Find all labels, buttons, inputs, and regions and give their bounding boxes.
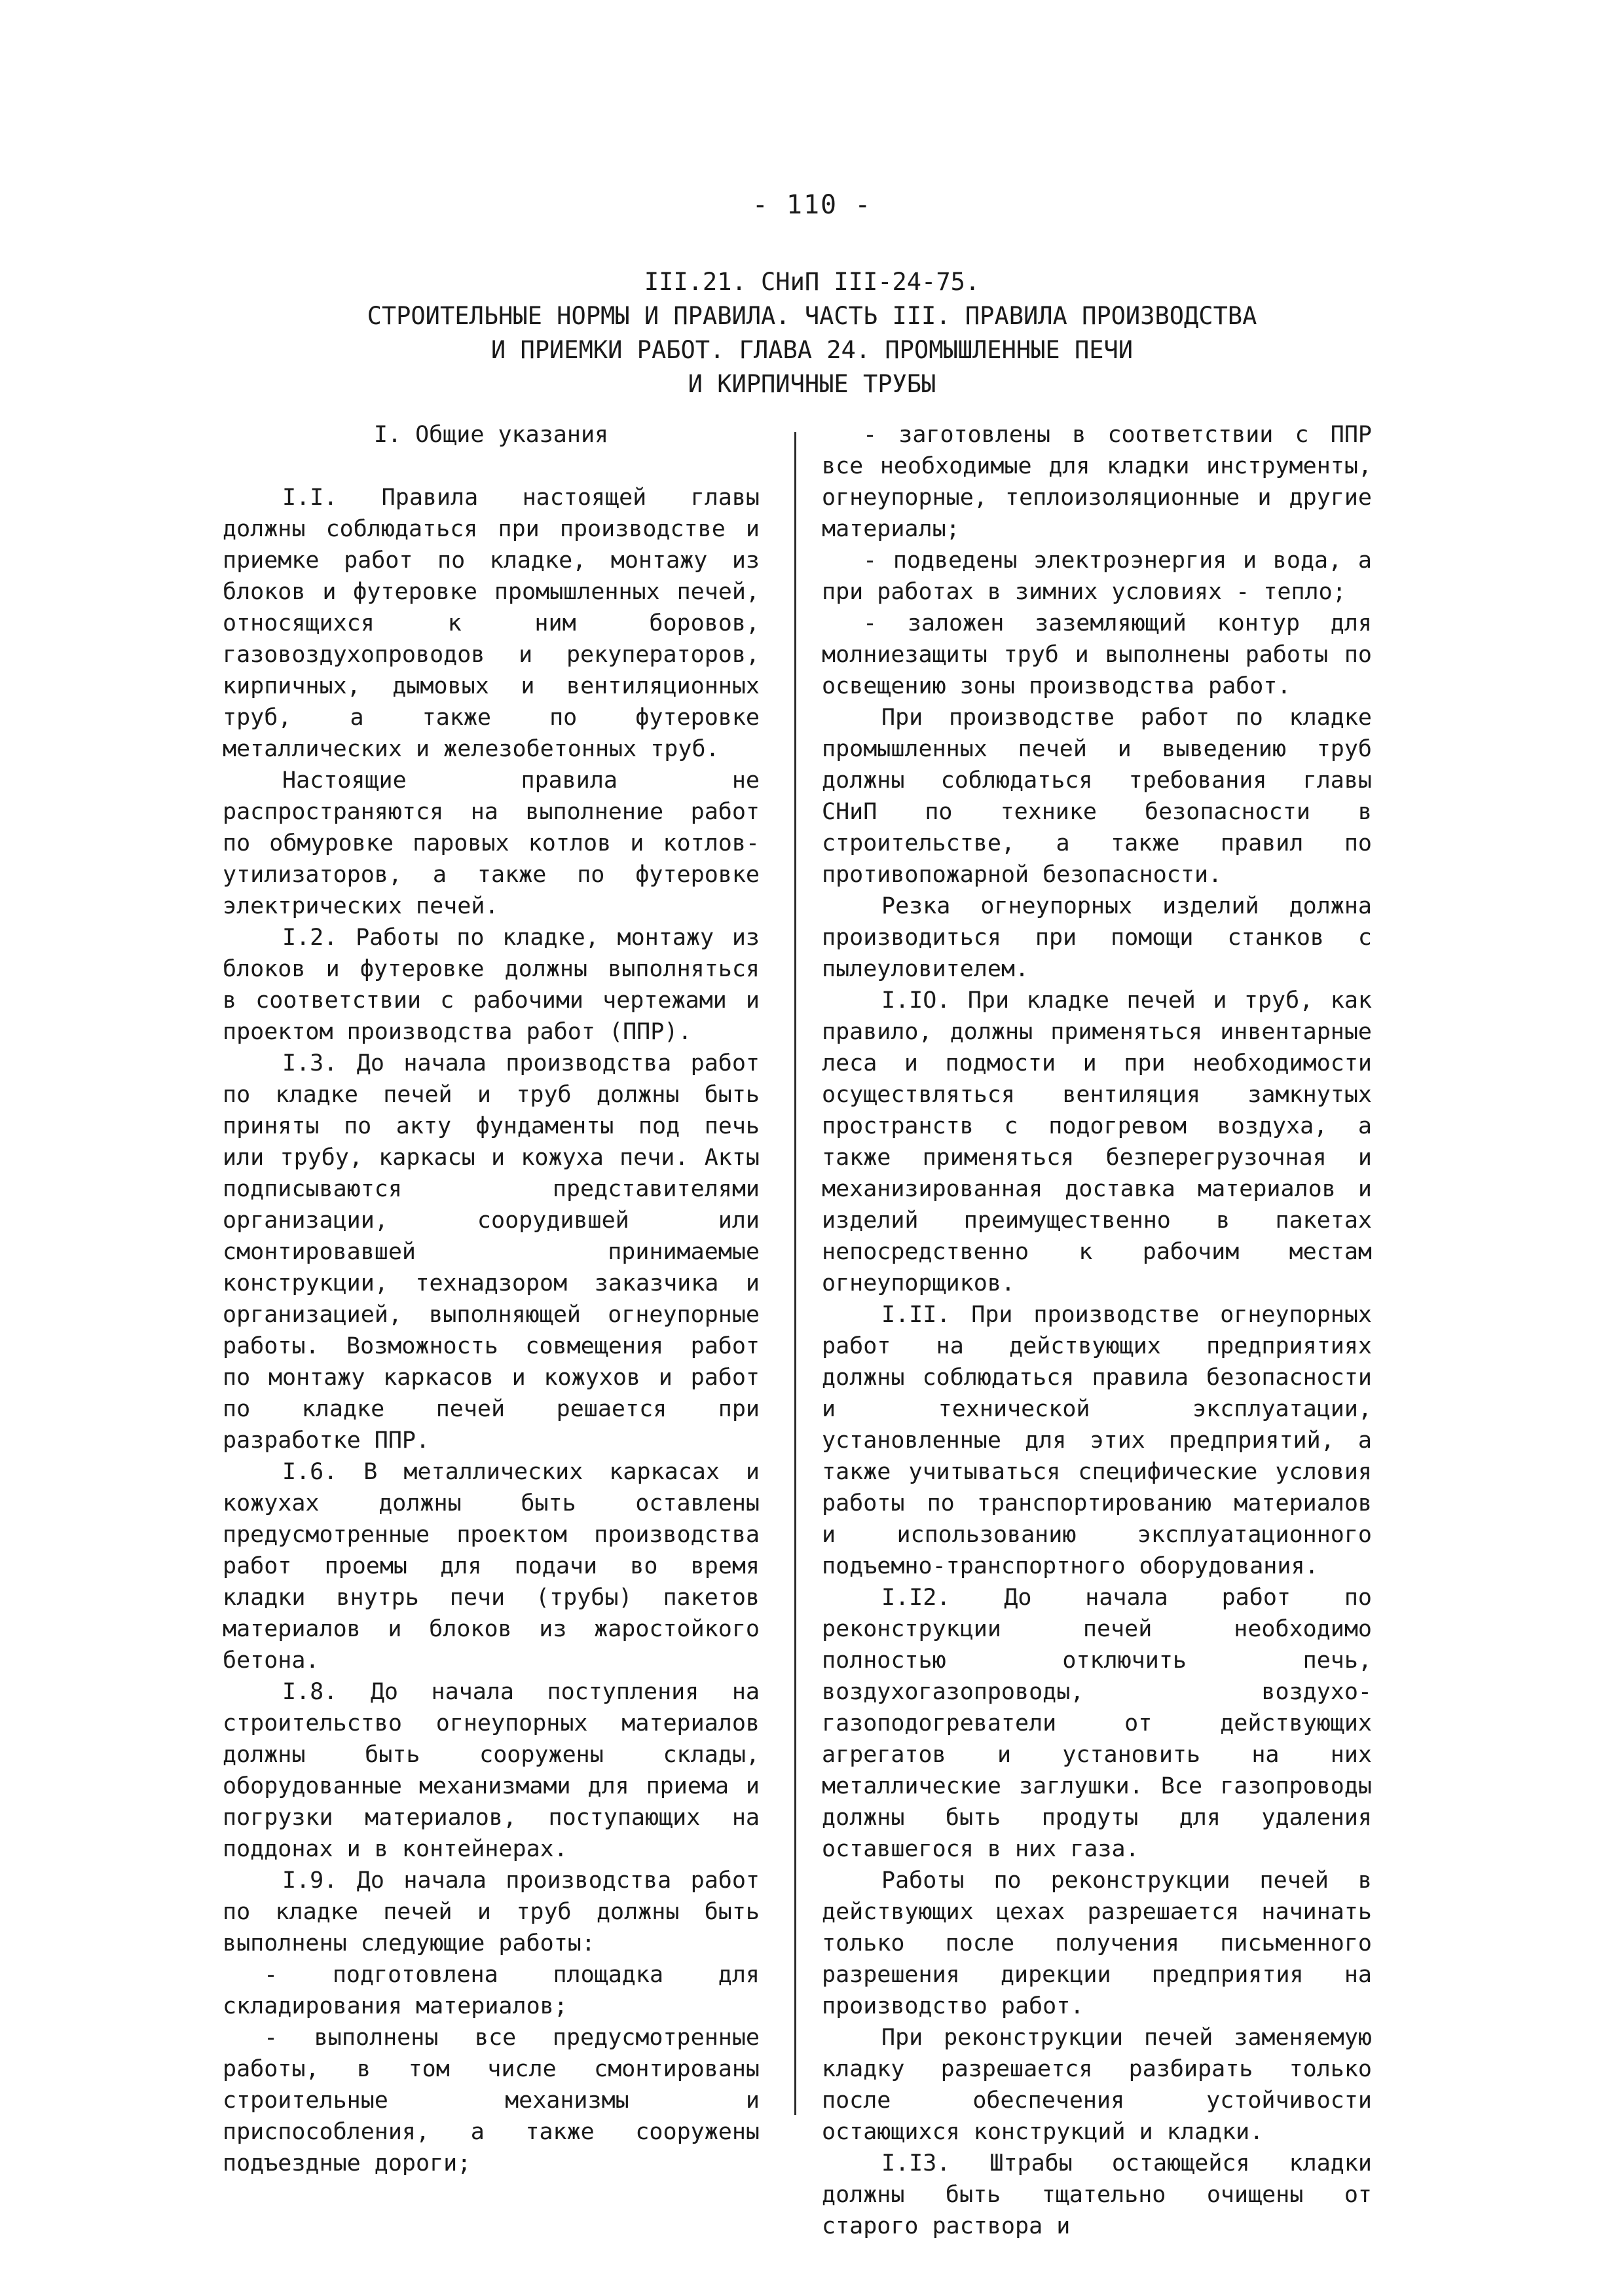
paragraph-1-8: I.8. До начала поступления на строительство огнеупорных материалов должны быть сооружены склады, оборудованные механизмами для приема и погрузки материалов, поступающих на поддонах и в контейнерах. <box>223 1679 760 1862</box>
section-title: I. Общие указания <box>373 422 609 448</box>
header-title-line-2: И ПРИЕМКИ РАБОТ. ГЛАВА 24. ПРОМЫШЛЕННЫЕ ПЕЧИ <box>490 336 1134 364</box>
paragraph-1-11: I.II. При производстве огнеупорных работ на действующих предприятиях должны соблюдаться правила безопасности и технической эксплуатации, установленные для этих предприятий, а также учитываться специфические условия работы по транспортированию материалов и использованию эксплуатационного подъемно-транспортного оборудования. <box>822 1302 1372 1579</box>
document-header <box>0 265 1624 401</box>
column-divider <box>794 432 796 2115</box>
paragraph-1-6: I.6. В металлических каркасах и кожухах должны быть оставлены предусмотренные проектом производства работ проемы для подачи во время кладки внутрь печи (трубы) пакетов материалов и блоков из жаростойкого бетона. <box>223 1459 760 1674</box>
header-title-line-1: СТРОИТЕЛЬНЫЕ НОРМЫ И ПРАВИЛА. ЧАСТЬ III. ПРАВИЛА ПРОИЗВОДСТВА <box>367 302 1257 330</box>
paragraph-1-2: I.2. Работы по кладке, монтажу из блоков и футеровке должны выполняться в соответствии с рабочими чертежами и проектом производства работ (ППР). <box>223 925 760 1045</box>
paragraph-1-12: I.I2. До начала работ по реконструкции печей необходимо полностью отключить печь, воздухогазопроводы, воздухо-газоподогреватели от действующих агрегатов и установить на них металлические заглушки. Все газопроводы должны быть продуты для удаления оставшегося в них газа. <box>822 1585 1372 1862</box>
paragraph-scope-exclusion: Настоящие правила не распространяются на выполнение работ по обмуровке паровых котлов и котлов-утилизаторов, а также по футеровке электрических печей. <box>223 767 760 919</box>
header-title-line-3: И КИРПИЧНЫЕ ТРУБЫ <box>688 370 936 398</box>
page-number: - 110 - <box>752 190 872 220</box>
paragraph-1-10: I.IO. При кладке печей и труб, как правило, должны применяться инвентарные леса и подмости и при необходимости осуществляться вентиляция замкнутых пространств с подогревом воздуха, а также применяться безперегрузочная и механизированная доставка материалов и изделий преимущественно в пакетах непосредственно к рабочим местам огнеупорщиков. <box>822 987 1372 1296</box>
paragraph-safety-requirements: При производстве работ по кладке промышленных печей и выведению труб должны соблюдаться требования главы СНиП по технике безопасности в строительстве, а также правил по противопожарной безопасности. <box>822 705 1372 888</box>
paragraph-1-3: I.3. До начала производства работ по кладке печей и труб должны быть приняты по акту фундаменты под печь или трубу, каркасы и кожуха печи. Акты подписываются представителями организации, соорудившей или смонтировавшей принимаемые конструкции, технадзором заказчика и организацией, выполняющей огнеупорные работы. Возможность совмещения работ по монтажу каркасов и кожухов и работ по кладке печей решается при разработке ППР. <box>223 1050 760 1454</box>
paragraph-1-13: I.I3. Штрабы остающейся кладки должны быть тщательно очищены от старого раствора и <box>822 2150 1372 2239</box>
list-item-utilities-supplied: - подведены электроэнергия и вода, а при работах в зимних условиях - тепло; <box>822 547 1372 605</box>
list-item-site-prepared: - подготовлена площадка для складирования материалов; <box>223 1962 760 2019</box>
list-item-materials-prepared: - заготовлены в соответствии с ППР все необходимые для кладки инструменты, огнеупорные, теплоизоляционные и другие материалы; <box>822 422 1372 542</box>
paragraph-reconstruction-permission: Работы по реконструкции печей в действующих цехах разрешается начинать только после получения письменного разрешения дирекции предприятия на производство работ. <box>822 1867 1372 2019</box>
header-code: III.21. СНиП III-24-75. <box>644 268 980 296</box>
paragraph-dismantling: При реконструкции печей заменяемую кладку разрешается разбирать только после обеспечения устойчивости остающихся конструкций и кладки. <box>822 2025 1372 2145</box>
list-item-grounding-laid: - заложен заземляющий контур для молниезащиты труб и выполнены работы по освещению зоны производства работ. <box>822 610 1372 699</box>
list-item-works-completed: - выполнены все предусмотренные работы, в том числе смонтированы строительные механизмы и приспособления, а также сооружены подъездные дороги; <box>223 2025 760 2176</box>
paragraph-1-1: I.I. Правила настоящей главы должны соблюдаться при производстве и приемке работ по кладке, монтажу из блоков и футеровке промышленных печей, относящихся к ним боровов, газовоздухопроводов и рекуператоров, кирпичных, дымовых и вентиляционных труб, а также по футеровке металлических и железобетонных труб. <box>223 485 760 762</box>
paragraph-cutting: Резка огнеупорных изделий должна производиться при помощи станков с пылеуловителем. <box>822 893 1372 982</box>
paragraph-1-9: I.9. До начала производства работ по кладке печей и труб должны быть выполнены следующие работы: <box>223 1867 760 1956</box>
left-column <box>223 419 760 2179</box>
right-column <box>822 419 1372 2242</box>
